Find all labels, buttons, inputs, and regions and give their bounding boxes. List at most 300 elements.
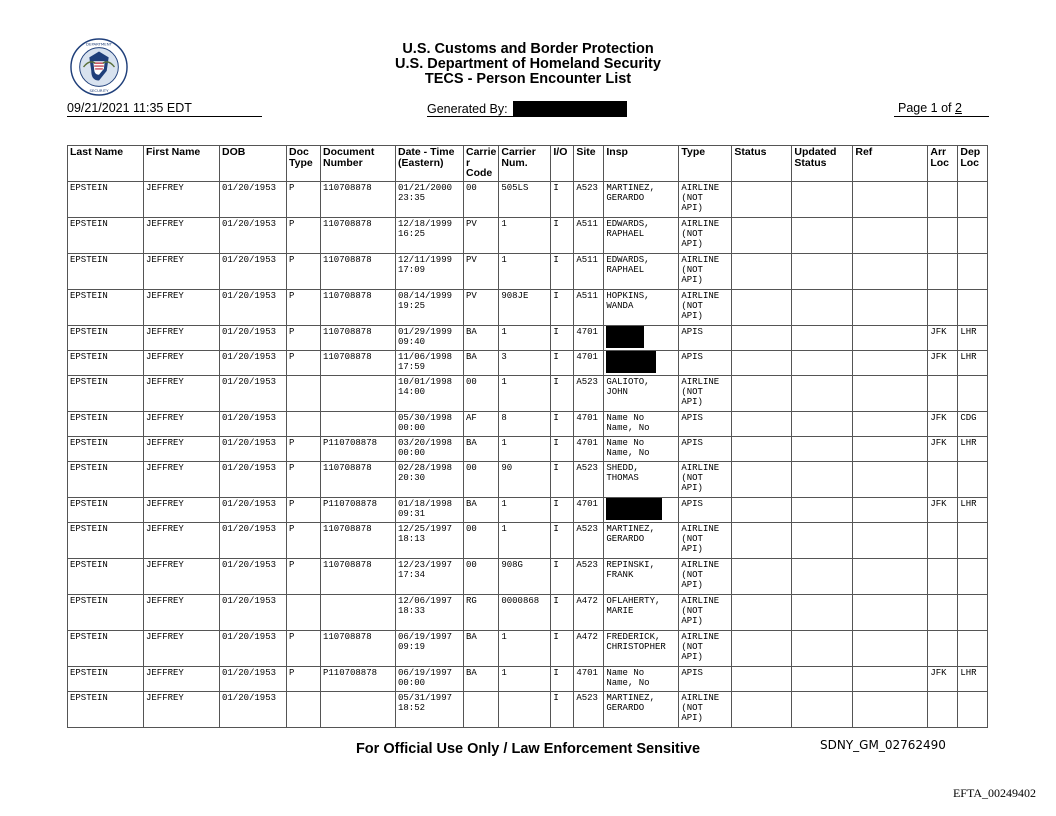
table-cell — [928, 254, 958, 290]
table-cell: A511 — [574, 218, 604, 254]
table-cell: 12/18/1999 16:25 — [396, 218, 464, 254]
table-cell: P110708878 — [321, 498, 396, 523]
redaction-box — [606, 326, 644, 348]
table-cell: A523 — [574, 523, 604, 559]
table-cell — [853, 326, 928, 351]
table-cell — [928, 290, 958, 326]
table-cell — [287, 376, 321, 412]
table-cell: JEFFREY — [144, 254, 220, 290]
table-cell: 1 — [499, 667, 551, 692]
table-cell — [792, 437, 853, 462]
table-cell — [287, 595, 321, 631]
table-cell: 00 — [464, 376, 499, 412]
table-cell: P110708878 — [321, 437, 396, 462]
table-cell: AF — [464, 412, 499, 437]
table-cell — [958, 595, 988, 631]
table-cell: JEFFREY — [144, 351, 220, 376]
table-cell: 1 — [499, 437, 551, 462]
table-cell — [732, 218, 792, 254]
generated-by — [427, 101, 627, 116]
table-cell: 3 — [499, 351, 551, 376]
table-cell: 0000868 — [499, 595, 551, 631]
table-cell: P — [287, 667, 321, 692]
table-cell: 01/20/1953 — [220, 376, 287, 412]
table-cell: P — [287, 254, 321, 290]
table-cell: JEFFREY — [144, 290, 220, 326]
table-cell: A511 — [574, 290, 604, 326]
table-cell: 12/06/1997 18:33 — [396, 595, 464, 631]
table-cell: 01/20/1953 — [220, 218, 287, 254]
table-cell: 05/31/1997 18:52 — [396, 692, 464, 728]
table-cell: A523 — [574, 376, 604, 412]
table-cell — [928, 559, 958, 595]
table-cell: APIS — [679, 667, 732, 692]
generated-by-label: Generated By: — [427, 102, 508, 116]
table-cell: 4701 — [574, 667, 604, 692]
table-cell — [732, 290, 792, 326]
table-cell: A523 — [574, 559, 604, 595]
table-cell: I — [551, 692, 574, 728]
table-cell: I — [551, 290, 574, 326]
table-cell: I — [551, 559, 574, 595]
table-cell: 12/11/1999 17:09 — [396, 254, 464, 290]
table-cell — [958, 631, 988, 667]
table-cell — [958, 559, 988, 595]
table-cell: PV — [464, 254, 499, 290]
table-cell — [958, 254, 988, 290]
table-row — [68, 498, 988, 523]
table-cell: I — [551, 412, 574, 437]
table-cell: P — [287, 218, 321, 254]
table-cell — [792, 595, 853, 631]
table-cell: AIRLINE (NOT API) — [679, 523, 732, 559]
table-cell — [792, 412, 853, 437]
table-cell: EPSTEIN — [68, 559, 144, 595]
table-cell — [853, 631, 928, 667]
table-cell: 06/19/1997 09:19 — [396, 631, 464, 667]
table-cell: A523 — [574, 692, 604, 728]
table-cell: 08/14/1999 19:25 — [396, 290, 464, 326]
table-cell: 01/20/1953 — [220, 254, 287, 290]
table-cell — [321, 412, 396, 437]
table-cell: Name No Name, No — [604, 667, 679, 692]
table-cell: 01/20/1953 — [220, 412, 287, 437]
table-cell — [853, 437, 928, 462]
table-cell — [732, 437, 792, 462]
table-cell: JFK — [928, 667, 958, 692]
table-row — [68, 254, 988, 290]
table-cell: AIRLINE (NOT API) — [679, 692, 732, 728]
table-cell: JEFFREY — [144, 218, 220, 254]
table-cell: JEFFREY — [144, 326, 220, 351]
table-cell: 02/28/1998 20:30 — [396, 462, 464, 498]
table-cell — [321, 692, 396, 728]
table-cell: I — [551, 326, 574, 351]
table-cell: I — [551, 182, 574, 218]
table-cell: 01/18/1998 09:31 — [396, 498, 464, 523]
table-cell: 00 — [464, 182, 499, 218]
table-cell: APIS — [679, 351, 732, 376]
table-cell — [928, 523, 958, 559]
column-header: Date - Time (Eastern) — [396, 146, 464, 182]
table-cell — [853, 498, 928, 523]
table-cell: 01/20/1953 — [220, 437, 287, 462]
table-cell: I — [551, 376, 574, 412]
table-cell: APIS — [679, 437, 732, 462]
table-cell: 01/20/1953 — [220, 692, 287, 728]
table-cell: LHR — [958, 437, 988, 462]
column-header: Last Name — [68, 146, 144, 182]
table-row — [68, 437, 988, 462]
table-cell: EPSTEIN — [68, 412, 144, 437]
table-cell: 11/06/1998 17:59 — [396, 351, 464, 376]
table-cell — [792, 182, 853, 218]
table-cell: 12/23/1997 17:34 — [396, 559, 464, 595]
table-cell — [792, 462, 853, 498]
table-cell: RG — [464, 595, 499, 631]
table-cell: 01/20/1953 — [220, 462, 287, 498]
page-label: Page 1 of — [898, 101, 952, 115]
table-cell — [604, 326, 679, 351]
table-cell — [792, 559, 853, 595]
department-title: U.S. Department of Homeland Security — [395, 56, 661, 72]
column-header: Site — [574, 146, 604, 182]
table-cell: 03/20/1998 00:00 — [396, 437, 464, 462]
table-cell — [464, 692, 499, 728]
column-header: Dep Loc — [958, 146, 988, 182]
table-cell: MARTINEZ, GERARDO — [604, 692, 679, 728]
table-cell: I — [551, 462, 574, 498]
table-cell — [853, 595, 928, 631]
table-cell: EPSTEIN — [68, 351, 144, 376]
table-cell: JEFFREY — [144, 376, 220, 412]
table-cell: 01/20/1953 — [220, 523, 287, 559]
table-cell: JEFFREY — [144, 692, 220, 728]
table-cell — [958, 218, 988, 254]
table-cell: 4701 — [574, 351, 604, 376]
table-cell: A472 — [574, 631, 604, 667]
table-cell — [287, 412, 321, 437]
table-cell: EDWARDS, RAPHAEL — [604, 254, 679, 290]
table-cell — [792, 667, 853, 692]
table-cell: JEFFREY — [144, 182, 220, 218]
table-cell: REPINSKI, FRANK — [604, 559, 679, 595]
table-cell: 01/29/1999 09:40 — [396, 326, 464, 351]
table-cell — [321, 376, 396, 412]
table-cell: P — [287, 559, 321, 595]
table-cell: 01/20/1953 — [220, 595, 287, 631]
table-cell: Name No Name, No — [604, 412, 679, 437]
table-cell: EPSTEIN — [68, 437, 144, 462]
table-cell: MARTINEZ, GERARDO — [604, 523, 679, 559]
table-row — [68, 326, 988, 351]
table-cell: 110708878 — [321, 351, 396, 376]
table-cell: JEFFREY — [144, 667, 220, 692]
table-cell: 05/30/1998 00:00 — [396, 412, 464, 437]
table-cell: I — [551, 498, 574, 523]
table-cell — [958, 290, 988, 326]
svg-text:SECURITY: SECURITY — [89, 88, 109, 94]
table-cell — [958, 523, 988, 559]
table-cell: AIRLINE (NOT API) — [679, 182, 732, 218]
table-cell: P110708878 — [321, 667, 396, 692]
table-cell: 01/20/1953 — [220, 326, 287, 351]
table-cell: 06/19/1997 00:00 — [396, 667, 464, 692]
table-cell — [853, 351, 928, 376]
table-cell: EPSTEIN — [68, 523, 144, 559]
table-header-row — [68, 146, 988, 182]
table-cell: PV — [464, 290, 499, 326]
table-cell — [604, 498, 679, 523]
table-cell — [853, 218, 928, 254]
table-cell: JEFFREY — [144, 523, 220, 559]
table-cell: JEFFREY — [144, 437, 220, 462]
table-cell: P — [287, 498, 321, 523]
table-cell: 8 — [499, 412, 551, 437]
column-header: I/O — [551, 146, 574, 182]
table-cell — [792, 692, 853, 728]
table-cell: AIRLINE (NOT API) — [679, 254, 732, 290]
table-cell — [853, 412, 928, 437]
table-cell: 908JE — [499, 290, 551, 326]
fouo-notice: For Official Use Only / Law Enforcement Sensitive — [355, 741, 701, 757]
table-cell: JFK — [928, 326, 958, 351]
table-cell — [732, 595, 792, 631]
table-cell: 1 — [499, 523, 551, 559]
table-cell: EPSTEIN — [68, 667, 144, 692]
table-cell: 110708878 — [321, 290, 396, 326]
table-row — [68, 376, 988, 412]
table-cell: A511 — [574, 254, 604, 290]
table-cell: 1 — [499, 631, 551, 667]
table-cell: APIS — [679, 498, 732, 523]
table-cell: A472 — [574, 595, 604, 631]
table-cell — [732, 631, 792, 667]
redaction-box — [513, 101, 627, 116]
dhs-seal-icon — [70, 38, 128, 96]
table-cell: 01/20/1953 — [220, 559, 287, 595]
table-cell: P — [287, 523, 321, 559]
table-cell: 01/20/1953 — [220, 498, 287, 523]
table-cell — [732, 498, 792, 523]
table-cell: BA — [464, 631, 499, 667]
table-cell: LHR — [958, 326, 988, 351]
table-row — [68, 631, 988, 667]
table-cell: EPSTEIN — [68, 498, 144, 523]
table-cell: 110708878 — [321, 254, 396, 290]
table-cell: 4701 — [574, 437, 604, 462]
table-cell — [853, 667, 928, 692]
table-cell: EPSTEIN — [68, 254, 144, 290]
table-cell — [792, 376, 853, 412]
table-cell — [928, 692, 958, 728]
table-cell — [732, 376, 792, 412]
table-cell — [792, 254, 853, 290]
table-cell — [792, 218, 853, 254]
table-cell: EPSTEIN — [68, 218, 144, 254]
table-cell — [732, 182, 792, 218]
table-row — [68, 290, 988, 326]
table-cell: P — [287, 182, 321, 218]
table-cell: PV — [464, 218, 499, 254]
table-cell — [792, 326, 853, 351]
table-cell: BA — [464, 326, 499, 351]
table-cell: 110708878 — [321, 326, 396, 351]
table-cell — [792, 351, 853, 376]
table-cell: EPSTEIN — [68, 631, 144, 667]
table-cell: FREDERICK, CHRISTOPHER — [604, 631, 679, 667]
column-header: First Name — [144, 146, 220, 182]
table-cell: AIRLINE (NOT API) — [679, 559, 732, 595]
table-cell: P — [287, 631, 321, 667]
table-cell: JEFFREY — [144, 462, 220, 498]
table-cell: I — [551, 595, 574, 631]
table-cell: 00 — [464, 523, 499, 559]
column-header: Document Number — [321, 146, 396, 182]
efta-number: EFTA_00249402 — [952, 786, 1036, 800]
table-cell — [928, 462, 958, 498]
report-datetime: 09/21/2021 11:35 EDT — [67, 101, 192, 115]
table-cell: 1 — [499, 218, 551, 254]
redaction-box — [606, 351, 656, 373]
table-cell: BA — [464, 351, 499, 376]
table-cell: JEFFREY — [144, 498, 220, 523]
table-cell: MARTINEZ, GERARDO — [604, 182, 679, 218]
table-cell — [853, 559, 928, 595]
table-cell: 01/20/1953 — [220, 182, 287, 218]
table-cell: I — [551, 667, 574, 692]
table-cell: APIS — [679, 326, 732, 351]
table-cell: LHR — [958, 498, 988, 523]
table-cell: 00 — [464, 559, 499, 595]
header-rule — [427, 116, 627, 117]
table-cell — [732, 559, 792, 595]
table-cell: GALIOTO, JOHN — [604, 376, 679, 412]
table-cell: AIRLINE (NOT API) — [679, 462, 732, 498]
table-cell: I — [551, 523, 574, 559]
table-cell: I — [551, 437, 574, 462]
table-cell: 01/20/1953 — [220, 290, 287, 326]
table-row — [68, 412, 988, 437]
table-cell: EPSTEIN — [68, 376, 144, 412]
table-cell: I — [551, 631, 574, 667]
table-cell — [928, 631, 958, 667]
bates-number: SDNY_GM_02762490 — [820, 738, 946, 752]
table-cell — [853, 290, 928, 326]
table-row — [68, 182, 988, 218]
table-cell: 1 — [499, 376, 551, 412]
column-header: Ref — [853, 146, 928, 182]
table-cell: 00 — [464, 462, 499, 498]
table-cell: 90 — [499, 462, 551, 498]
table-cell: APIS — [679, 412, 732, 437]
table-cell: EPSTEIN — [68, 462, 144, 498]
table-cell: 01/21/2000 23:35 — [396, 182, 464, 218]
agency-title: U.S. Customs and Border Protection — [402, 41, 654, 57]
table-cell — [499, 692, 551, 728]
table-row — [68, 523, 988, 559]
table-cell — [732, 692, 792, 728]
table-cell: 01/20/1953 — [220, 631, 287, 667]
table-cell — [928, 182, 958, 218]
table-cell: 110708878 — [321, 218, 396, 254]
table-row — [68, 351, 988, 376]
table-cell: 908G — [499, 559, 551, 595]
table-cell: EPSTEIN — [68, 326, 144, 351]
table-cell: JFK — [928, 498, 958, 523]
column-header: DOB — [220, 146, 287, 182]
table-cell: AIRLINE (NOT API) — [679, 290, 732, 326]
table-cell: EPSTEIN — [68, 595, 144, 631]
table-cell: I — [551, 254, 574, 290]
table-cell: JEFFREY — [144, 559, 220, 595]
header-rule — [894, 116, 989, 117]
report-title: TECS - Person Encounter List — [424, 71, 632, 87]
table-cell: P — [287, 351, 321, 376]
column-header: Type — [679, 146, 732, 182]
table-cell — [958, 692, 988, 728]
table-cell: P — [287, 437, 321, 462]
table-cell — [958, 462, 988, 498]
table-cell — [853, 182, 928, 218]
table-cell: 4701 — [574, 326, 604, 351]
table-cell — [732, 523, 792, 559]
table-cell: 110708878 — [321, 462, 396, 498]
table-cell: EPSTEIN — [68, 182, 144, 218]
table-row — [68, 595, 988, 631]
table-cell: 1 — [499, 326, 551, 351]
table-cell: JEFFREY — [144, 595, 220, 631]
table-row — [68, 559, 988, 595]
table-cell: BA — [464, 667, 499, 692]
table-row — [68, 692, 988, 728]
table-cell — [958, 182, 988, 218]
table-cell — [958, 376, 988, 412]
table-cell: OFLAHERTY, MARIE — [604, 595, 679, 631]
table-cell — [792, 290, 853, 326]
table-cell: 4701 — [574, 498, 604, 523]
table-cell: I — [551, 351, 574, 376]
table-cell: Name No Name, No — [604, 437, 679, 462]
table-cell: P — [287, 290, 321, 326]
table-cell: AIRLINE (NOT API) — [679, 631, 732, 667]
table-cell — [853, 523, 928, 559]
table-cell: JFK — [928, 437, 958, 462]
table-cell: EDWARDS, RAPHAEL — [604, 218, 679, 254]
page-total: 2 — [955, 101, 962, 115]
table-cell: 1 — [499, 254, 551, 290]
table-cell: JFK — [928, 351, 958, 376]
column-header: Updated Status — [792, 146, 853, 182]
table-cell: AIRLINE (NOT API) — [679, 376, 732, 412]
table-row — [68, 667, 988, 692]
table-cell — [732, 326, 792, 351]
table-cell — [853, 376, 928, 412]
table-cell — [732, 412, 792, 437]
table-cell: JFK — [928, 412, 958, 437]
table-cell: 110708878 — [321, 559, 396, 595]
column-header: Carrie r Code — [464, 146, 499, 182]
table-cell — [732, 351, 792, 376]
table-cell — [287, 692, 321, 728]
table-cell — [928, 595, 958, 631]
table-cell — [792, 631, 853, 667]
column-header: Insp — [604, 146, 679, 182]
table-cell — [732, 254, 792, 290]
table-cell: EPSTEIN — [68, 692, 144, 728]
table-cell — [604, 351, 679, 376]
table-cell: AIRLINE (NOT API) — [679, 218, 732, 254]
